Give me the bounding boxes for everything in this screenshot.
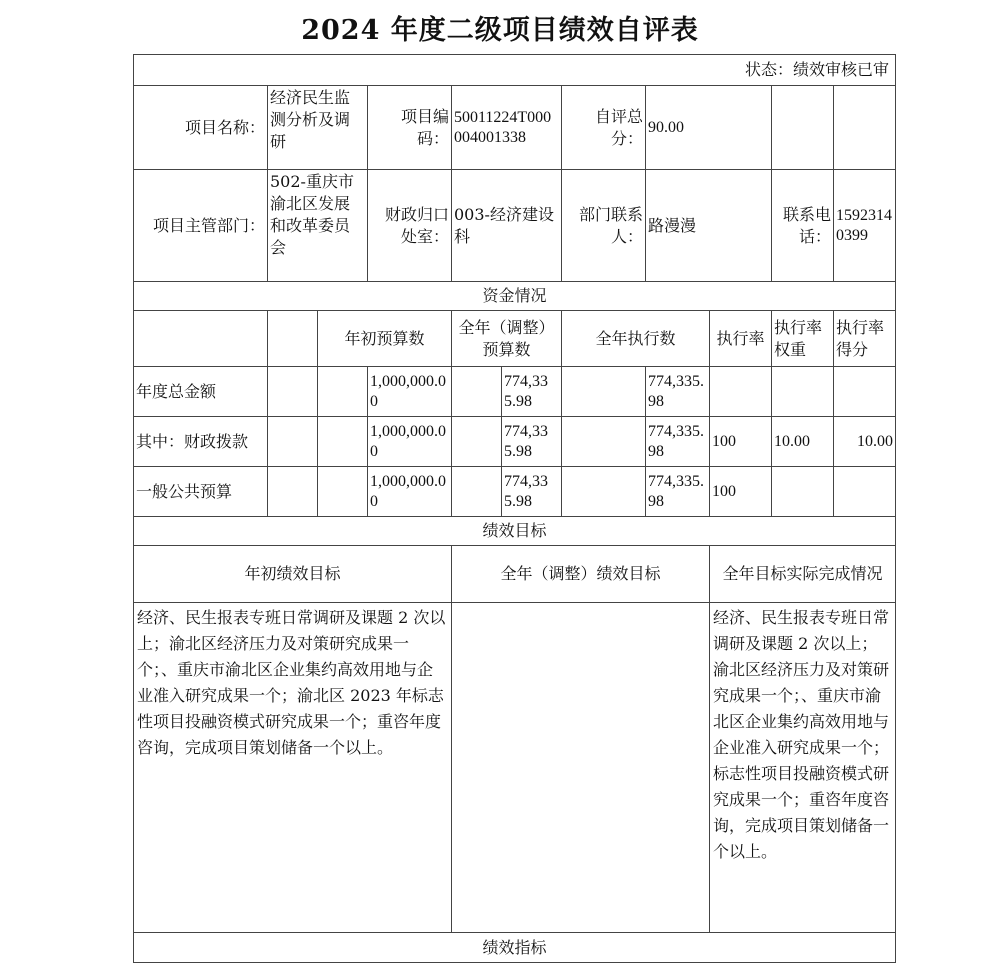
- empty-cell: [452, 417, 502, 467]
- empty-cell: [268, 367, 318, 417]
- empty-cell: [268, 467, 318, 517]
- empty-cell: [772, 86, 834, 170]
- empty-cell: [318, 467, 368, 517]
- status-label: 状态：绩效审核已审: [134, 55, 896, 86]
- goal-actual-text: 经济、民生报表专班日常调研及课题 2 次以上；渝北区经济压力及对策研究成果一个；、重庆市渝北区企业集约高效用地与企业准入研究成果一个；标志性项目投融资模式研究成果一个；重咨年度咨询，完成项目策划储备一个以上。: [710, 603, 896, 933]
- project-name-label: 项目名称：: [134, 86, 268, 170]
- contact-value: 路漫漫: [646, 170, 772, 282]
- fund-executed: 774,335.98: [646, 467, 710, 517]
- goal-initial-text: 经济、民生报表专班日常调研及课题 2 次以上；渝北区经济压力及对策研究成果一个；、重庆市渝北区企业集约高效用地与企业准入研究成果一个；渝北区 2023 年标志性项目投融资模式研究成果一个；重咨年度咨询，完成项目策划储备一个以上。: [134, 603, 452, 933]
- empty-cell: [134, 311, 268, 367]
- header-executed: 全年执行数: [562, 311, 710, 367]
- empty-cell: [562, 467, 646, 517]
- dept-value: 502-重庆市渝北区发展和改革委员会: [268, 170, 368, 282]
- empty-cell: [318, 367, 368, 417]
- project-name-value: 经济民生监测分析及调研: [268, 86, 368, 170]
- goal-col-initial: 年初绩效目标: [134, 546, 452, 603]
- header-weight: 执行率权重: [772, 311, 834, 367]
- fund-adjusted: 774,335.98: [502, 367, 562, 417]
- empty-cell: [268, 311, 318, 367]
- goals-section-title: 绩效目标: [134, 517, 896, 546]
- fund-weight: 10.00: [772, 417, 834, 467]
- fund-rate: 100: [710, 467, 772, 517]
- fund-score: [834, 467, 896, 517]
- header-budget-initial: 年初预算数: [318, 311, 452, 367]
- empty-cell: [452, 367, 502, 417]
- fund-executed: 774,335.98: [646, 367, 710, 417]
- fund-score: 10.00: [834, 417, 896, 467]
- indicators-section-title: 绩效指标: [134, 933, 896, 963]
- self-score-label: 自评总分：: [562, 86, 646, 170]
- header-score: 执行率得分: [834, 311, 896, 367]
- finance-value: 003-经济建设科: [452, 170, 562, 282]
- fund-weight: [772, 367, 834, 417]
- project-code-value: 50011224T000004001338: [452, 86, 562, 170]
- fund-initial: 1,000,000.00: [368, 467, 452, 517]
- funds-section-title: 资金情况: [134, 282, 896, 311]
- empty-cell: [834, 86, 896, 170]
- page-title: 2024 年度二级项目绩效自评表: [301, 15, 699, 46]
- header-rate: 执行率: [710, 311, 772, 367]
- dept-label: 项目主管部门：: [134, 170, 268, 282]
- goal-adjusted-text: [452, 603, 710, 933]
- phone-value: 15923140399: [834, 170, 896, 282]
- project-code-label: 项目编码：: [368, 86, 452, 170]
- contact-label: 部门联系人：: [562, 170, 646, 282]
- empty-cell: [562, 417, 646, 467]
- goal-col-actual: 全年目标实际完成情况: [710, 546, 896, 603]
- empty-cell: [452, 467, 502, 517]
- fund-adjusted: 774,335.98: [502, 417, 562, 467]
- fund-initial: 1,000,000.00: [368, 367, 452, 417]
- fund-initial: 1,000,000.00: [368, 417, 452, 467]
- evaluation-table: [133, 54, 896, 963]
- fund-row-label: 其中：财政拨款: [134, 417, 268, 467]
- fund-weight: [772, 467, 834, 517]
- fund-score: [834, 367, 896, 417]
- goal-col-adjusted: 全年（调整）绩效目标: [452, 546, 710, 603]
- fund-row-label: 一般公共预算: [134, 467, 268, 517]
- fund-adjusted: 774,335.98: [502, 467, 562, 517]
- header-budget-adjusted: 全年（调整）预算数: [452, 311, 562, 367]
- empty-cell: [268, 417, 318, 467]
- empty-cell: [562, 367, 646, 417]
- empty-cell: [318, 417, 368, 467]
- fund-rate: [710, 367, 772, 417]
- phone-label: 联系电话：: [772, 170, 834, 282]
- fund-executed: 774,335.98: [646, 417, 710, 467]
- finance-label: 财政归口处室：: [368, 170, 452, 282]
- fund-row-label: 年度总金额: [134, 367, 268, 417]
- fund-rate: 100: [710, 417, 772, 467]
- self-score-value: 90.00: [646, 86, 772, 170]
